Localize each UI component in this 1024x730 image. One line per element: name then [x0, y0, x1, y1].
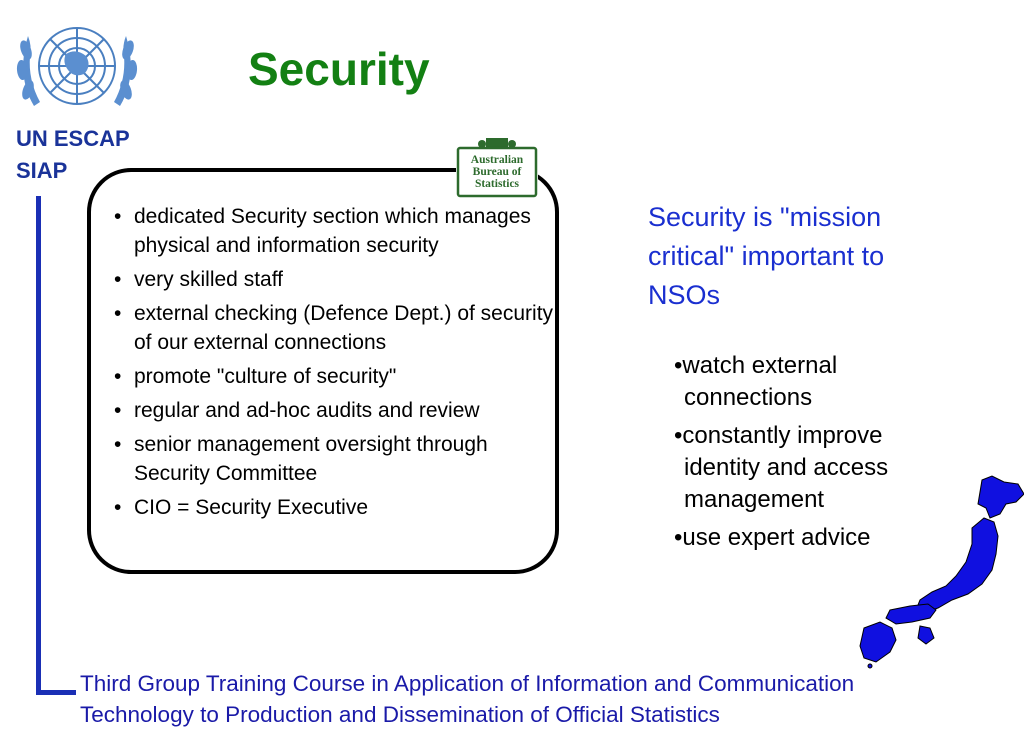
svg-text:Bureau of: Bureau of — [472, 166, 522, 178]
page-title: Security — [248, 43, 430, 95]
list-item: • regular and ad-hoc audits and review — [110, 396, 555, 425]
list-item: • external checking (Defence Dept.) of security of our external connections — [110, 299, 555, 357]
list-item: • CIO = Security Executive — [110, 493, 555, 522]
svg-text:Statistics: Statistics — [474, 178, 520, 190]
footer-caption — [80, 668, 854, 730]
svg-text:Australian: Australian — [470, 154, 524, 166]
list-item: •use expert advice — [674, 524, 871, 551]
security-bullet-list — [110, 202, 555, 527]
list-item: •constantly improve identity and access management — [674, 422, 889, 513]
un-emblem-icon — [8, 10, 146, 126]
org-name-line2: SIAP — [16, 158, 68, 183]
list-item: • senior management oversight through Security Committee — [110, 430, 555, 488]
list-item: • dedicated Security section which manages physical and information security — [110, 202, 555, 260]
left-rule-horizontal — [36, 690, 76, 695]
abs-logo — [456, 136, 538, 198]
footer-line1: Third Group Training Course in Application of Information and Communication — [80, 671, 855, 696]
list-item: • very skilled staff — [110, 265, 555, 294]
list-item: •watch external connections — [674, 352, 838, 411]
japan-map-icon — [850, 470, 1024, 670]
org-name-line1: UN ESCAP — [16, 126, 130, 151]
mission-critical-statement: Security is "mission critical" important to NSOs — [648, 202, 885, 310]
left-rule-vertical — [36, 196, 41, 690]
list-item: • promote "culture of security" — [110, 362, 555, 391]
footer-line2: Technology to Production and Dissemination of Official Statistics — [80, 702, 720, 727]
